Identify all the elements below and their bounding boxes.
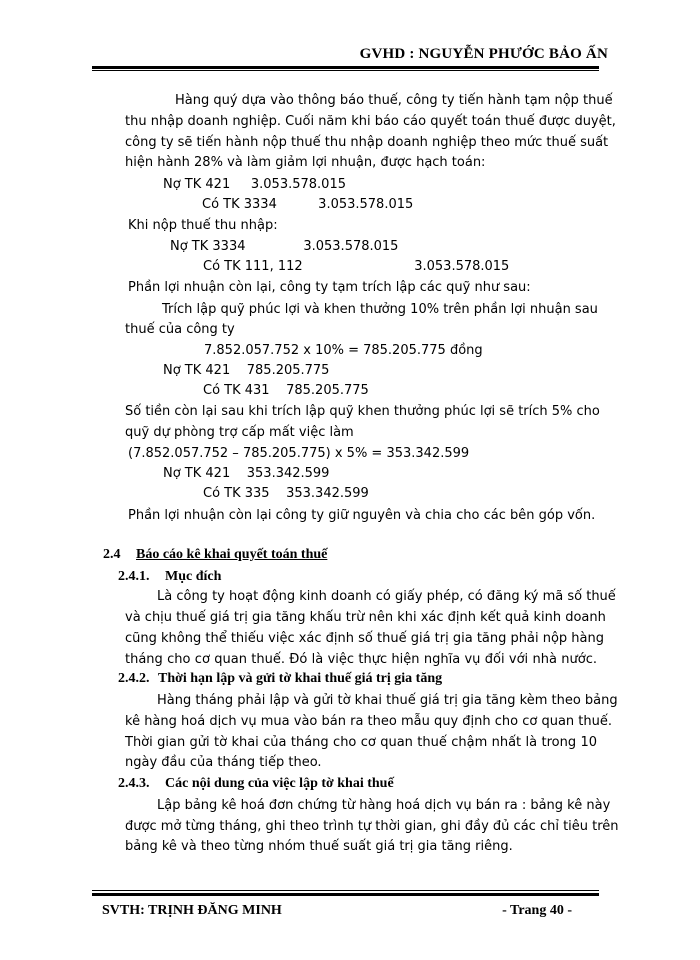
welfare-line-1: Trích lập quỹ phúc lợi và khen thưởng 10% trên phần lợi nhuận sau (162, 302, 598, 317)
s241-line-4: tháng cho cơ quan thuế. Đó là việc thực hiện nghĩa vụ đối với nhà nước. (125, 652, 597, 667)
entry3-debit: Nợ TK 421 785.205.775 (163, 363, 330, 378)
instructor-header: GVHD : NGUYỄN PHƯỚC BẢO ẤN (359, 46, 608, 62)
entry2-debit: Nợ TK 3334 3.053.578.015 (170, 239, 399, 254)
welfare-line-2: thuế của công ty (125, 322, 235, 337)
section-2-4-1-number: 2.4.1. (118, 569, 150, 584)
header-rule (92, 66, 599, 71)
p1-line-3: công ty sẽ tiến hành nộp thuế thu nhập doanh nghiệp theo mức thuế suất (125, 135, 609, 150)
s243-line-3: bảng kê và theo từng nhóm thuế suất giá trị gia tăng riêng. (125, 839, 513, 854)
p1-line-2: thu nhập doanh nghiệp. Cuối năm khi báo cáo quyết toán thuế được duyệt, (125, 114, 616, 129)
section-2-4-3-title: Các nội dung của việc lập tờ khai thuế (165, 776, 394, 791)
entry4-credit: Có TK 335 353.342.599 (203, 486, 369, 501)
footer-rule (92, 890, 599, 896)
entry2-credit: Có TK 111, 112 3.053.578.015 (203, 259, 510, 274)
retained-profit: Phần lợi nhuận còn lại công ty giữ nguyên và chia cho các bên góp vốn. (128, 508, 596, 523)
page-number: - Trang 40 - (502, 903, 572, 918)
unemp-line-1: Số tiền còn lại sau khi trích lập quỹ khen thưởng phúc lợi sẽ trích 5% cho (125, 404, 600, 419)
section-2-4-1-title: Mục đích (165, 569, 222, 584)
section-2-4-3-number: 2.4.3. (118, 776, 150, 791)
entry4-debit: Nợ TK 421 353.342.599 (163, 466, 330, 481)
s243-line-2: được mở từng tháng, ghi theo trình tự thời gian, ghi đầy đủ các chỉ tiêu trên (125, 819, 619, 834)
section-2-4-title: Báo cáo kê khai quyết toán thuế (136, 547, 328, 562)
section-2-4-2-number: 2.4.2. (118, 671, 150, 686)
s241-line-2: và chịu thuế giá trị gia tăng khấu trừ nên khi xác định kết quả kinh doanh (125, 610, 606, 625)
entry1-debit: Nợ TK 421 3.053.578.015 (163, 177, 346, 192)
calc-unemployment: (7.852.057.752 – 785.205.775) x 5% = 353.342.599 (128, 446, 470, 461)
p1-line-4: hiện hành 28% và làm giảm lợi nhuận, được hạch toán: (125, 155, 486, 170)
s242-line-3: Thời gian gửi tờ khai của tháng cho cơ quan thuế chậm nhất là trong 10 (125, 735, 597, 750)
entry3-credit: Có TK 431 785.205.775 (203, 383, 369, 398)
student-footer: SVTH: TRỊNH ĐĂNG MINH (102, 903, 282, 918)
section-2-4-number: 2.4 (103, 547, 121, 562)
pay-intro: Khi nộp thuế thu nhập: (128, 218, 278, 233)
calc-welfare: 7.852.057.752 x 10% = 785.205.775 đồng (204, 343, 483, 358)
remain-intro: Phần lợi nhuận còn lại, công ty tạm trích lập các quỹ như sau: (128, 280, 531, 295)
s242-line-4: ngày đầu của tháng tiếp theo. (125, 755, 322, 770)
entry1-credit: Có TK 3334 3.053.578.015 (202, 197, 414, 212)
s241-line-3: cũng không thể thiếu việc xác định số thuế giá trị gia tăng phải nộp hàng (125, 631, 604, 646)
s241-line-1: Là công ty hoạt động kinh doanh có giấy phép, có đăng ký mã số thuế (157, 589, 616, 604)
p1-line-1: Hàng quý dựa vào thông báo thuế, công ty tiến hành tạm nộp thuế (175, 93, 613, 108)
s242-line-2: kê hàng hoá dịch vụ mua vào bán ra theo mẫu quy định cho cơ quan thuế. (125, 714, 612, 729)
unemp-line-2: quỹ dự phòng trợ cấp mất việc làm (125, 425, 354, 440)
section-2-4-2-title: Thời hạn lập và gửi tờ khai thuế giá trị gia tăng (158, 671, 443, 686)
s242-line-1: Hàng tháng phải lập và gửi tờ khai thuế giá trị gia tăng kèm theo bảng (157, 693, 618, 708)
s243-line-1: Lập bảng kê hoá đơn chứng từ hàng hoá dịch vụ bán ra : bảng kê này (157, 798, 611, 813)
